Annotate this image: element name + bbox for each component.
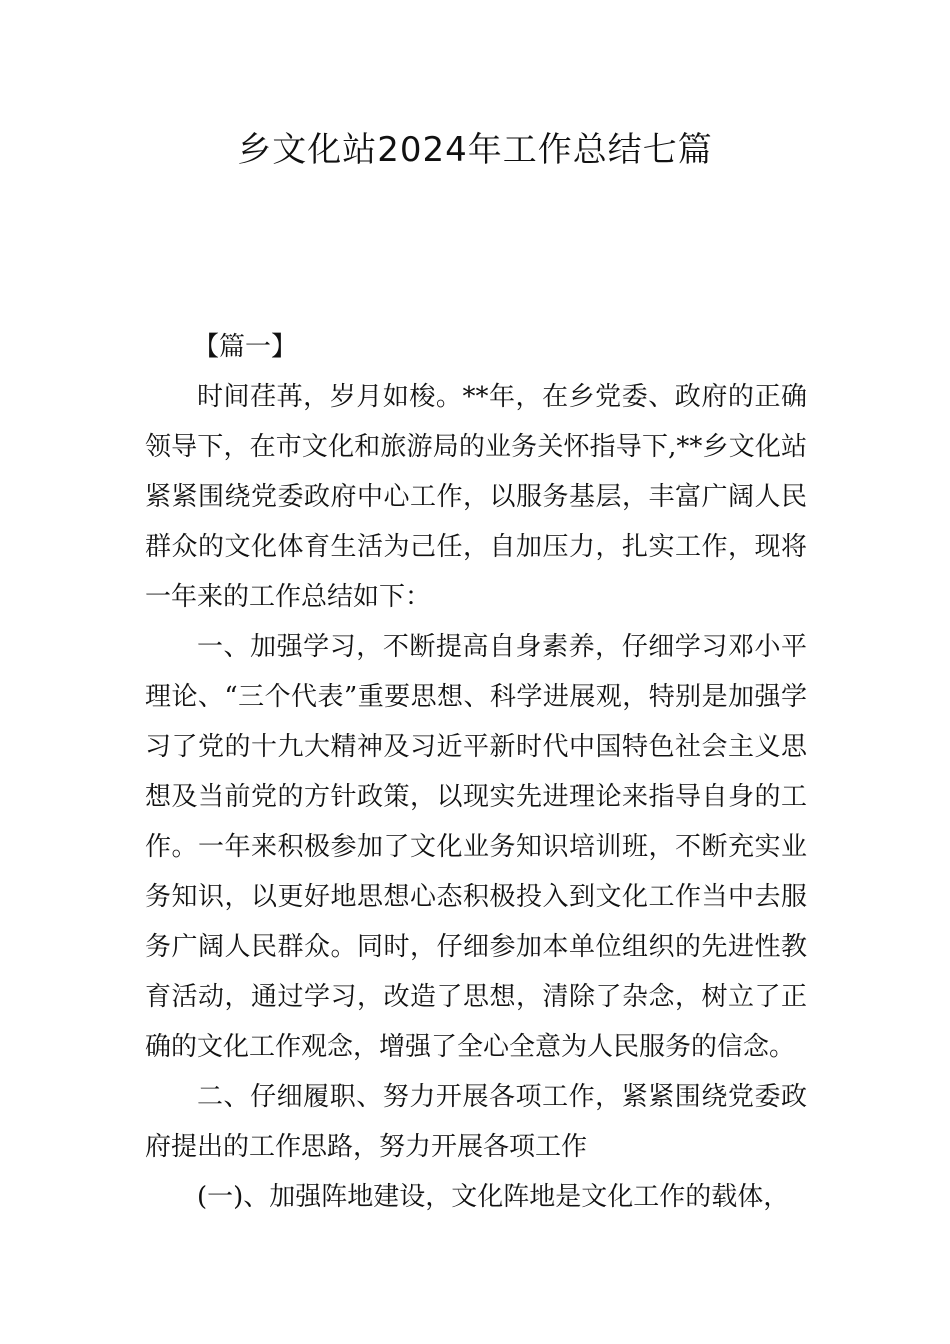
section-label: 【篇一】: [193, 332, 298, 362]
document-body: [145, 322, 807, 1222]
document-title: 乡文化站2024年工作总结七篇: [237, 130, 713, 170]
paragraph-duties: 二、仔细履职、努力开展各项工作，紧紧围绕党委政府提出的工作思路，努力开展各项工作: [145, 1082, 807, 1162]
paragraph-intro: 时间荏苒，岁月如梭。**年，在乡党委、政府的正确领导下，在市文化和旅游局的业务关怀指导下,**乡文化站紧紧围绕党委政府中心工作，以服务基层，丰富广阔人民群众的文化体育生活为己任，自加压力，扎实工作，现将一年来的工作总结如下：: [145, 382, 807, 612]
paragraph-positions: (一)、加强阵地建设，文化阵地是文化工作的载体，: [197, 1182, 790, 1212]
paragraph-study: 一、加强学习，不断提高自身素养，仔细学习邓小平理论、“三个代表”重要思想、科学进展观，特别是加强学习了党的十九大精神及习近平新时代中国特色社会主义思想及当前党的方针政策，以现实先进理论来指导自身的工作。一年来积极参加了文化业务知识培训班，不断充实业务知识，以更好地思想心态积极投入到文化工作当中去服务广阔人民群众。同时，仔细参加本单位组织的先进性教育活动，通过学习，改造了思想，清除了杂念，树立了正确的文化工作观念，增强了全心全意为人民服务的信念。: [145, 632, 807, 1062]
